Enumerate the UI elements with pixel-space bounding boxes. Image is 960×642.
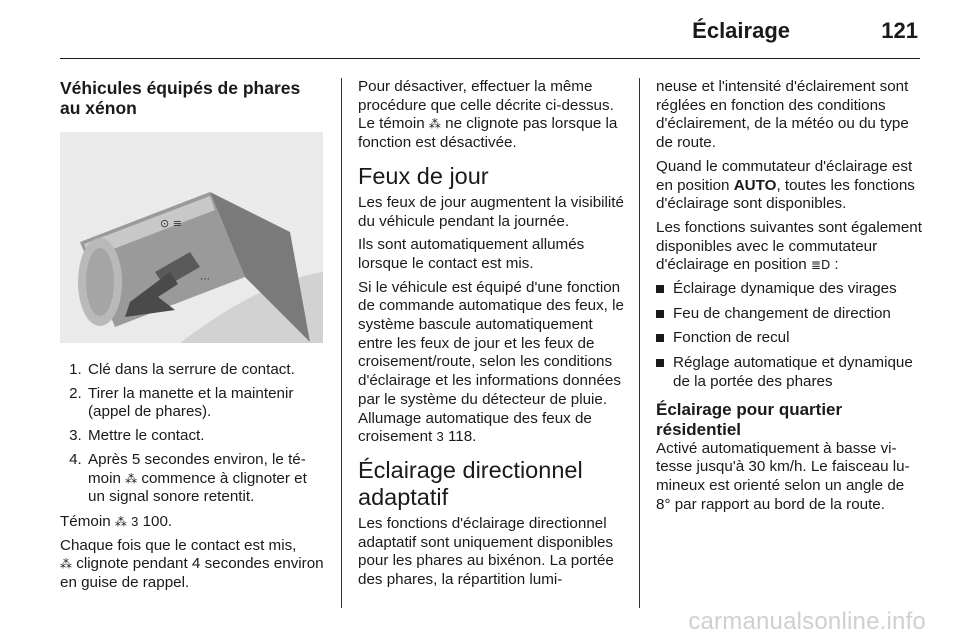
column-divider (341, 78, 342, 608)
page-header-title: Éclairage (692, 18, 790, 43)
deactivate-paragraph: Pour désactiver, effectuer la même procédure que celle décrite ci-dessus. Le témoin ⁂ ne clignote pas lorsque la fonction est désactivée. (358, 78, 618, 152)
paragraph: Ils sont automatiquement allumés lorsque le contact est mis. (358, 236, 585, 272)
svg-text:⊙ ≡: ⊙ ≡ (160, 217, 182, 230)
paragraph: neuse et l'intensité d'éclairement sont réglées en fonction des conditions d'éclairement, de la météo ou du type de route. (656, 78, 909, 152)
warning-lamp-icon: ⁂ (114, 514, 127, 529)
heading-quartier-residentiel: Éclairage pour quartier résidentiel (656, 399, 843, 439)
warning-lamp-icon: ⁂ (125, 471, 138, 486)
page-number: 121 (881, 18, 918, 43)
list-item: 4. Après 5 secondes environ, le témoin ⁂ commence à clignoter et un signal sonore retentit. (86, 451, 325, 507)
warning-lamp-icon: ⁂ (428, 117, 441, 132)
section-heading-xenon: Véhicules équipés de phares au xénon (60, 78, 301, 118)
list-item: Feu de changement de direction (656, 305, 922, 324)
header-rule (60, 58, 920, 59)
column-1 (60, 78, 325, 598)
paragraph: Si le véhicule est équipé d'une fonction de commande automatique des feux, le système bascule automatiquement entre les feux de jour et les feux de croisement/route, selon les conditions d'éclairage et les informations données par le système du détecteur de pluie. Allumage automatique des feux de croisement 3 118. (358, 278, 624, 446)
paragraph: Les feux de jour augmentent la visibilité du véhicule pendant la journée. (358, 193, 624, 230)
list-item: Éclairage dynamique des virages (656, 280, 922, 299)
headlight-stalk-illustration (60, 132, 323, 343)
list-item: Fonction de recul (656, 329, 922, 348)
column-3 (656, 78, 922, 519)
paragraph: Les fonctions d'éclairage directionnel adaptatif sont uniquement disponibles pour les phares au bixénon. La portée des phares, la répartition lumi- (358, 514, 614, 589)
auto-label: AUTO (733, 176, 777, 194)
heading-eclairage-directionnel: Éclairage directionnel adaptatif (358, 456, 583, 510)
warning-lamp-icon: ⁂ (60, 557, 72, 572)
list-item: 2. Tirer la manette et la maintenir (appel de phares). (86, 385, 325, 422)
column-divider (639, 78, 640, 608)
paragraph: Quand le commutateur d'éclairage est en position AUTO, toutes les fonctions d'éclairage sont disponibles. (656, 157, 915, 213)
list-item: 3. Mettre le contact. (86, 427, 325, 446)
reminder-paragraph: Chaque fois que le contact est mis, ⁂ clignote pendant 4 secondes environ en guise de rappel. (60, 536, 324, 592)
column-2 (358, 78, 624, 595)
watermark: carmanualsonline.info (688, 608, 926, 635)
functions-list (656, 280, 922, 392)
page-ref-icon: 3 (131, 513, 139, 529)
heading-feux-de-jour: Feux de jour (358, 162, 489, 189)
temoin-ref: Témoin ⁂ 3 100. (60, 512, 173, 530)
page-ref-icon: 3 (436, 429, 444, 445)
steps-list (60, 361, 325, 507)
paragraph: Activé automatiquement à basse vitesse jusqu'à 30 km/h. Le faisceau lumineux est orienté selon un angle de 8° par rapport au bord de la route. (656, 439, 910, 513)
list-item: 1. Clé dans la serrure de contact. (86, 361, 325, 380)
paragraph: Les fonctions suivantes sont également disponibles avec le commutateur d'éclairage en position ≣D : (656, 218, 922, 274)
svg-text:⋯: ⋯ (200, 274, 210, 285)
headlight-icon: ≣D (810, 258, 831, 273)
list-item: Réglage automatique et dynamique de la portée des phares (656, 354, 922, 391)
